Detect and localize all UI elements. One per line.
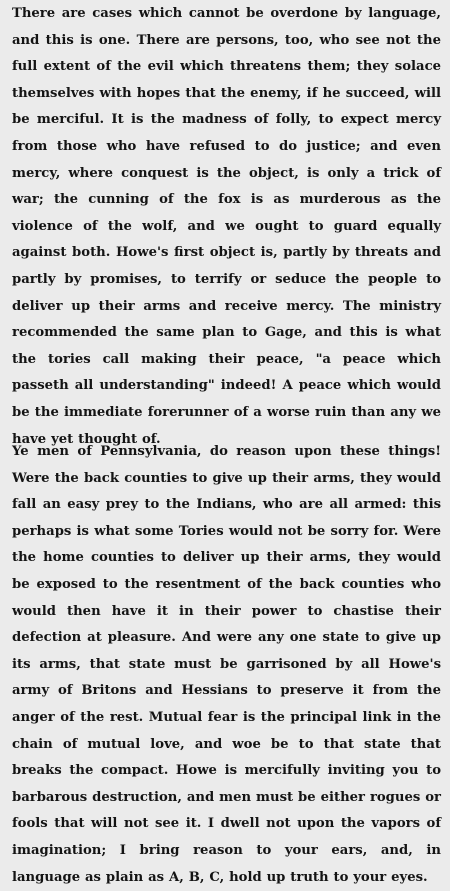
paragraph-2: Ye men of Pennsylvania, do reason upon these things! Were the back counties to give up their arms, they would fall an easy prey to the Indians, who are all armed: this perhaps is what some Tories would not be sorry for. Were the home counties to deliver up their arms, they would be exposed to the resentment of the back counties who would then have it in their power to chastise their defection at pleasure. And were any one state to give up its arms, that state must be garrisoned by all Howe's army of Britons and Hessians to preserve it from the anger of the rest. Mutual fear is the principal link in the chain of mutual love, and woe be to that state that breaks the compact. Howe is mercifully inviting you to barbarous destruction, and men must be either rogues or fools that will not see it. I dwell not upon the vapors of imagination; I bring reason to your ears, and, in language as plain as A, B, C, hold up truth to your eyes. (12, 444, 441, 885)
paragraph-1: There are cases which cannot be overdone by language, and this is one. There are persons, too, who see not the full extent of the evil which threatens them; they solace themselves with hopes that the enemy, if he succeed, will be merciful. It is the madness of folly, to expect mercy from those who have refused to do justice; and even mercy, where conquest is the object, is only a trick of war; the cunning of the fox is as murderous as the violence of the wolf, and we ought to guard equally against both. Howe's first object is, partly by threats and partly by promises, to terrify or seduce the people to deliver up their arms and receive mercy. The ministry recommended the same plan to Gage, and this is what the tories call making their peace, "a peace which passeth all understanding" indeed! A peace which would be the immediate forerunner of a worse ruin than any we have yet thought of. (12, 6, 441, 447)
